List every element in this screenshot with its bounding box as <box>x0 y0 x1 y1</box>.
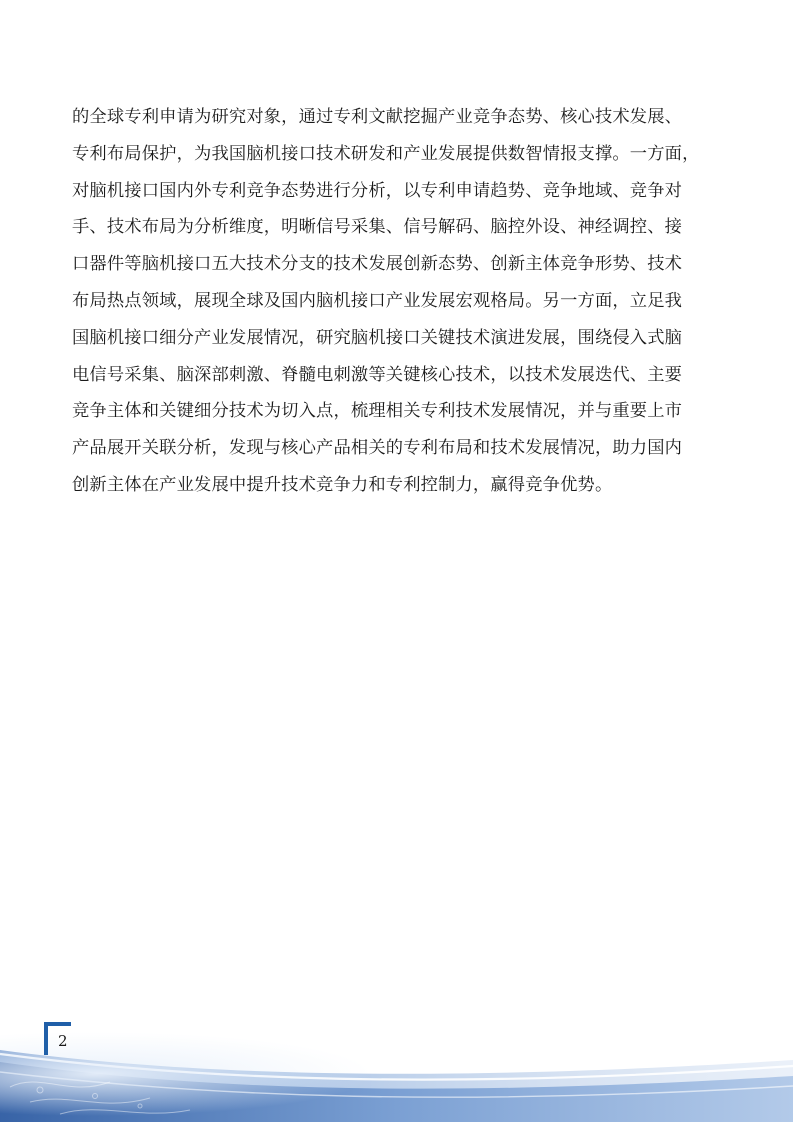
footer-decoration <box>0 1002 793 1122</box>
paragraph-line: 对脑机接口国内外专利竞争态势进行分析，以专利申请趋势、竞争地域、竞争对 <box>72 180 683 201</box>
paragraph-line: 国脑机接口细分产业发展情况，研究脑机接口关键技术演进发展，围绕侵入式脑 <box>72 327 683 348</box>
paragraph-line: 竞争主体和关键细分技术为切入点，梳理相关专利技术发展情况，并与重要上市 <box>72 401 683 422</box>
body-paragraph <box>72 99 722 504</box>
paragraph-line: 产品展开关联分析，发现与核心产品相关的专利布局和技术发展情况，助力国内 <box>72 438 683 459</box>
paragraph-line: 布局热点领域，展现全球及国内脑机接口产业发展宏观格局。另一方面，立足我 <box>72 290 683 311</box>
paragraph-line: 的全球专利申请为研究对象，通过专利文献挖掘产业竞争态势、核心技术发展、 <box>72 107 683 127</box>
paragraph-line: 电信号采集、脑深部刺激、脊髓电刺激等关键核心技术，以技术发展迭代、主要 <box>72 364 683 385</box>
paragraph-line: 口器件等脑机接口五大技术分支的技术发展创新态势、创新主体竞争形势、技术 <box>72 254 683 275</box>
paragraph-line: 专利布局保护，为我国脑机接口技术研发和产业发展提供数智情报支撑。一方面， <box>72 143 700 164</box>
paragraph-line: 手、技术布局为分析维度，明晰信号采集、信号解码、脑控外设、神经调控、接 <box>72 217 683 238</box>
paragraph-line: 创新主体在产业发展中提升技术竞争力和专利控制力，赢得竞争优势。 <box>72 474 613 495</box>
page-number: 2 <box>58 1032 68 1050</box>
